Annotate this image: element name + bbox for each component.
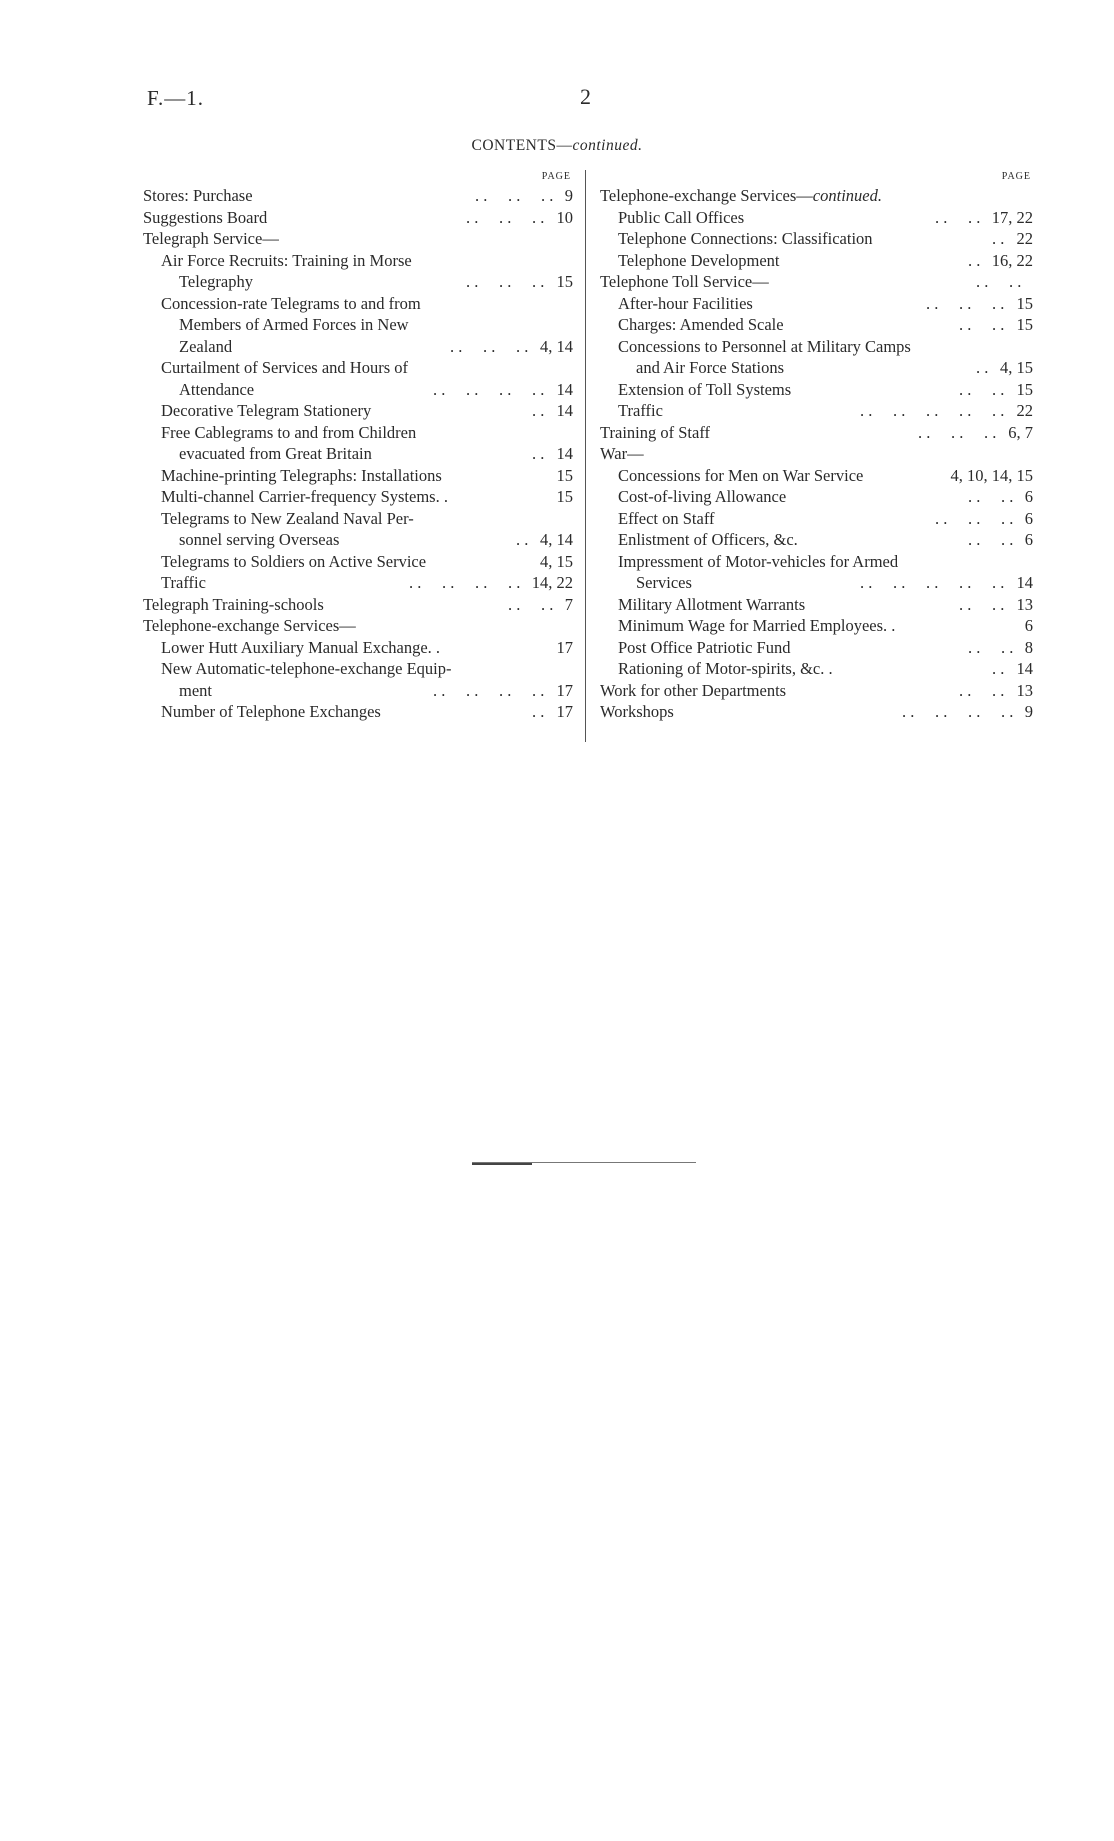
entry-page-number: 17 — [556, 702, 573, 721]
right-index-column — [600, 168, 1033, 723]
entry-text: Concessions to Personnel at Military Camps — [618, 336, 911, 356]
index-entry-heading-continued — [600, 185, 1033, 207]
entry-page-number: 14 — [556, 401, 573, 420]
entry-text: Machine-printing Telegraphs: Installations — [161, 465, 442, 485]
entry-page-number: 14 — [1016, 659, 1033, 678]
index-entry — [143, 336, 573, 358]
entry-text: Zealand — [179, 336, 233, 356]
entry-page-number: 22 — [1016, 229, 1033, 248]
entry-leader-dots: . . — [992, 659, 1005, 678]
index-entry — [143, 185, 573, 207]
entry-leader-dots: . . . . . . . . . . — [860, 401, 1005, 420]
entry-leader-dots: . . — [532, 702, 545, 721]
index-entry — [143, 637, 573, 659]
entry-page-number: 14 — [556, 379, 573, 399]
index-entry — [143, 379, 573, 401]
index-entry — [600, 443, 1033, 465]
entry-leader-dots: . . . . — [968, 530, 1014, 549]
index-entry — [143, 207, 573, 229]
entry-text: Telephone Connections: Classification — [618, 229, 873, 248]
entry-page-number: 6 — [1024, 508, 1033, 528]
entry-leader-dots: . . . . — [968, 637, 1014, 657]
entry-continued: continued. — [812, 186, 882, 205]
index-entry — [143, 529, 573, 551]
index-entry — [143, 465, 573, 487]
entry-page-number: 14 — [556, 444, 573, 463]
entry-page-number: 6, 7 — [1008, 422, 1033, 442]
index-entry — [600, 422, 1033, 444]
entry-text: After-hour Facilities — [618, 293, 753, 313]
entry-page-number: 17 — [556, 637, 573, 657]
index-entry — [600, 680, 1033, 702]
column-divider — [585, 170, 586, 742]
entry-text: Workshops — [600, 702, 674, 721]
index-entry — [143, 701, 573, 723]
contents-title-text: CONTENTS— — [471, 137, 573, 154]
index-entry — [600, 637, 1033, 659]
entry-text: Effect on Staff — [618, 508, 715, 528]
entry-leader-dots: . . . . — [935, 207, 981, 227]
left-page-label: PAGE — [541, 171, 571, 182]
index-entry — [600, 379, 1033, 401]
entry-leader-dots: . . . . — [968, 487, 1014, 506]
entry-page-number: 15 — [1016, 315, 1033, 334]
entry-text: Cost-of-living Allowance — [618, 487, 787, 506]
entry-text: Military Allotment Warrants — [618, 594, 806, 614]
entry-text: evacuated from Great Britain — [179, 444, 372, 463]
entry-leader-dots: . . . . . . . . — [409, 573, 521, 592]
index-entry — [143, 250, 573, 272]
index-entry — [143, 228, 573, 250]
entry-leader-dots: . . . . . . . . — [902, 702, 1014, 721]
entry-page-number: 15 — [1016, 293, 1033, 313]
entry-page-number: 8 — [1024, 637, 1033, 657]
entry-text: Free Cablegrams to and from Children — [161, 422, 417, 442]
entry-leader-dots: . . . . . . — [918, 422, 997, 442]
entry-page-number: 4, 15 — [540, 551, 573, 571]
entry-text: Stores: Purchase — [143, 186, 253, 205]
entry-page-number: 17 — [556, 680, 573, 700]
entry-text: Decorative Telegram Stationery — [161, 401, 372, 420]
entry-leader-dots: . . . . . . — [466, 272, 545, 291]
entry-page-number: 14 — [1016, 573, 1033, 592]
entry-page-number: 9 — [1024, 702, 1033, 721]
entry-text: Traffic — [161, 573, 206, 592]
index-entry — [600, 572, 1033, 594]
index-entry — [600, 400, 1033, 422]
entry-page-number: 4, 10, 14, 15 — [950, 465, 1033, 485]
entry-page-number: 7 — [564, 594, 573, 614]
index-entry — [143, 680, 573, 702]
entry-page-number: 16, 22 — [991, 250, 1033, 270]
entry-leader-dots: . . . . — [508, 594, 554, 614]
entry-text: Work for other Departments — [600, 680, 787, 700]
entry-leader-dots: . . . . . . — [926, 293, 1005, 313]
index-entry — [143, 422, 573, 444]
index-entry — [600, 508, 1033, 530]
entry-leader-dots: . . . . — [959, 680, 1005, 700]
index-entry — [600, 551, 1033, 573]
entry-leader-dots: . . — [532, 444, 545, 463]
entry-leader-dots: . . — [992, 229, 1005, 248]
index-entry — [143, 658, 573, 680]
contents-title — [0, 137, 1114, 155]
entry-page-number: 4, 14 — [540, 530, 573, 549]
entry-page-number: 15 — [556, 487, 573, 506]
index-entry — [600, 314, 1033, 336]
entry-text: Telephone Toll Service— — [600, 272, 769, 291]
entry-page-number: 6 — [1024, 487, 1033, 506]
entry-text: Minimum Wage for Married Employees. . — [618, 616, 896, 635]
page-number: 2 — [580, 84, 591, 109]
entry-text: Charges: Amended Scale — [618, 315, 784, 334]
right-page-label: PAGE — [1001, 171, 1031, 182]
entry-text: Extension of Toll Systems — [618, 379, 792, 399]
entry-leader-dots: . . . . . . — [466, 207, 545, 227]
entry-text: Number of Telephone Exchanges — [161, 702, 381, 721]
left-index-column — [143, 168, 573, 723]
entry-page-number: 14, 22 — [531, 573, 573, 592]
entry-leader-dots: . . — [976, 358, 989, 377]
entry-text: Training of Staff — [600, 422, 711, 442]
index-entry — [143, 293, 573, 315]
entry-text: Enlistment of Officers, &c. — [618, 530, 798, 549]
entry-leader-dots: . . — [532, 401, 545, 420]
entry-text: Suggestions Board — [143, 207, 268, 227]
entry-text: Telegraph Service— — [143, 229, 279, 248]
index-entry — [600, 486, 1033, 508]
index-entry — [600, 594, 1033, 616]
entry-text: Concession-rate Telegrams to and from — [161, 293, 421, 313]
entry-page-number: 10 — [556, 207, 573, 227]
index-entry — [600, 615, 1033, 637]
entry-text: Multi-channel Carrier-frequency Systems. . — [161, 487, 448, 506]
index-entry — [600, 271, 1033, 293]
index-entry — [600, 658, 1033, 680]
entry-text: Traffic — [618, 401, 663, 420]
entry-leader-dots: . . . . — [959, 379, 1005, 399]
entry-leader-dots: . . . . . . — [935, 508, 1014, 528]
entry-text: Post Office Patriotic Fund — [618, 637, 791, 657]
entry-page-number: 22 — [1016, 401, 1033, 420]
entry-text: Services — [636, 573, 692, 592]
entry-text: and Air Force Stations — [636, 358, 785, 377]
entry-page-number: 4, 14 — [540, 336, 573, 356]
entry-page-number: 6 — [1024, 616, 1033, 635]
entry-text: New Automatic-telephone-exchange Equip- — [161, 659, 452, 678]
entry-leader-dots: . . . . . . . . — [433, 379, 545, 399]
index-entry — [600, 207, 1033, 229]
entry-text: Telegrams to New Zealand Naval Per- — [161, 508, 414, 528]
entry-text: Telegraph Training-schools — [143, 594, 324, 614]
entry-leader-dots: . . — [516, 530, 529, 549]
entry-text: Members of Armed Forces in New — [179, 315, 409, 334]
index-entry — [143, 551, 573, 573]
entry-text: Attendance — [179, 379, 255, 399]
index-entry — [143, 572, 573, 594]
index-entry — [600, 465, 1033, 487]
document-reference: F.—1. — [147, 86, 204, 110]
index-entry — [600, 529, 1033, 551]
entry-page-number: 13 — [1016, 680, 1033, 700]
entry-text: sonnel serving Overseas — [179, 530, 340, 549]
index-entry — [600, 293, 1033, 315]
entry-text: Telegraphy — [179, 272, 253, 291]
entry-leader-dots: . . . . . . . . . . — [860, 573, 1005, 592]
index-entry — [143, 357, 573, 379]
entry-leader-dots: . . . . . . — [475, 186, 554, 205]
entry-page-number: 15 — [1016, 379, 1033, 399]
index-entry — [143, 508, 573, 530]
entry-page-number: 15 — [556, 465, 573, 485]
entry-leader-dots: . . . . — [959, 315, 1005, 334]
entry-leader-dots: . . . . . . . . — [433, 680, 545, 700]
entry-leader-dots: . . . . — [959, 594, 1005, 614]
index-entry — [143, 594, 573, 616]
entry-text: Concessions for Men on War Service — [618, 465, 864, 485]
entry-text: Telephone-exchange Services— — [600, 186, 813, 205]
index-entry — [600, 357, 1033, 379]
index-entry — [143, 400, 573, 422]
entry-page-number: 9 — [564, 186, 573, 205]
index-entry — [143, 314, 573, 336]
entry-text: Rationing of Motor-spirits, &c. . — [618, 659, 833, 678]
index-entry — [600, 250, 1033, 272]
entry-text: Telephone Development — [618, 250, 780, 270]
entry-page-number: 15 — [556, 272, 573, 291]
index-entry — [600, 228, 1033, 250]
entry-text: Public Call Offices — [618, 207, 745, 227]
entry-text: Curtailment of Services and Hours of — [161, 358, 408, 377]
index-entry — [143, 443, 573, 465]
entry-page-number: 4, 15 — [1000, 358, 1033, 377]
entry-leader-dots: . . — [968, 250, 981, 270]
entry-text: Telegrams to Soldiers on Active Service — [161, 551, 427, 571]
entry-text: Telephone-exchange Services— — [143, 616, 356, 635]
entry-text: Impressment of Motor-vehicles for Armed — [618, 551, 899, 571]
index-entry — [143, 486, 573, 508]
index-entry — [600, 336, 1033, 358]
index-entry — [600, 701, 1033, 723]
contents-title-suffix: continued. — [572, 137, 643, 154]
entry-leader-dots: . . . . . . — [450, 336, 529, 356]
entry-text: ment — [179, 680, 212, 700]
entry-page-number: 6 — [1024, 530, 1033, 549]
index-entry — [143, 615, 573, 637]
entry-page-number: 17, 22 — [991, 207, 1033, 227]
entry-page-number: 13 — [1016, 594, 1033, 614]
entry-text: Lower Hutt Auxiliary Manual Exchange. . — [161, 637, 441, 657]
entry-leader-dots: . . . . — [976, 272, 1022, 291]
index-entry — [143, 271, 573, 293]
entry-text: War— — [600, 444, 644, 463]
closing-rule-accent — [472, 1163, 532, 1165]
entry-text: Air Force Recruits: Training in Morse — [161, 250, 412, 270]
